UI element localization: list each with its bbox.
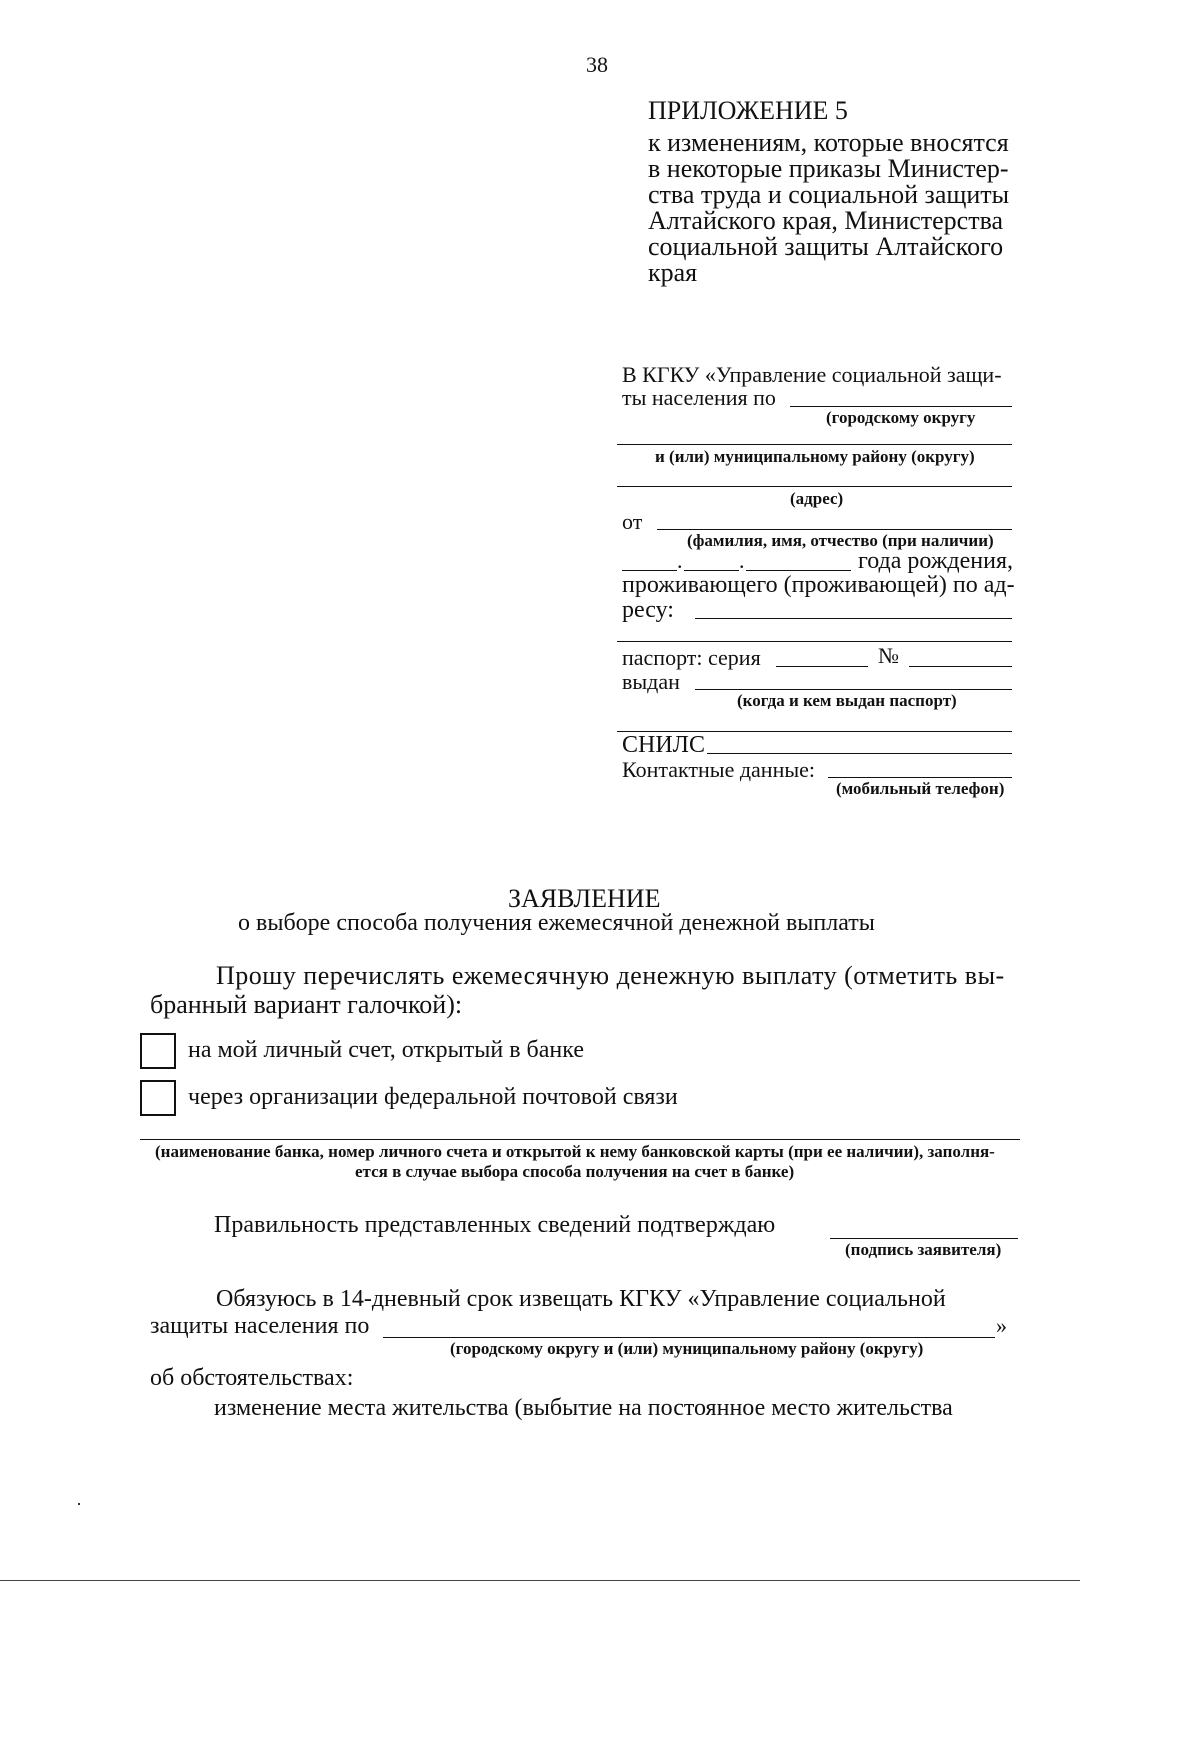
phone-field[interactable] <box>828 777 1012 778</box>
addressee-line: В КГКУ «Управление социальной защи- <box>622 362 1002 387</box>
hint-signature: (подпись заявителя) <box>845 1240 1002 1259</box>
residing-line: проживающего (проживающей) по ад- <box>622 572 1015 598</box>
snils-label: СНИЛС <box>622 732 705 758</box>
oblige-line: Обязуюсь в 14-дневный срок извещать КГКУ «Управление социальной <box>216 1286 946 1312</box>
passport-number-field[interactable] <box>909 666 1012 667</box>
fio-field[interactable] <box>657 529 1012 530</box>
checkbox-post[interactable] <box>140 1080 176 1116</box>
signature-field[interactable] <box>830 1238 1018 1239</box>
passport-series-field[interactable] <box>776 666 868 667</box>
address-field[interactable] <box>617 486 1012 487</box>
closing-quote: » <box>996 1313 1007 1338</box>
issued-field[interactable] <box>695 689 1012 690</box>
bank-hint: (наименование банка, номер личного счета и открытой к нему банковской карты (при ее наличии), заполня- <box>155 1142 995 1161</box>
hint-address: (адрес) <box>790 489 844 508</box>
appendix-line: к изменениям, которые вносятся <box>648 128 1009 157</box>
scan-dot <box>78 1503 80 1505</box>
checkbox-bank[interactable] <box>140 1033 176 1069</box>
scan-edge-line <box>0 1580 1080 1581</box>
hint-oblige: (городскому округу и (или) муниципальному району (округу) <box>450 1339 924 1358</box>
appendix-line: в некоторые приказы Министер- <box>648 154 1009 183</box>
residing-end: ресу: <box>622 597 674 623</box>
oblige-line: защиты населения по <box>150 1313 370 1339</box>
bank-hint: ется в случае выбора способа получения на счет в банке) <box>355 1162 795 1181</box>
from-label: от <box>622 509 643 534</box>
hint-fio: (фамилия, имя, отчество (при наличии) <box>687 531 994 550</box>
statement-subtitle: о выборе способа получения ежемесячной денежной выплаты <box>238 910 875 936</box>
appendix-line: социальной защиты Алтайского <box>648 232 1004 261</box>
statement-title: ЗАЯВЛЕНИЕ <box>508 884 661 913</box>
region-field[interactable] <box>617 444 1012 445</box>
hint-region: и (или) муниципальному району (округу) <box>655 447 975 466</box>
birth-label: года рождения, <box>858 548 1013 574</box>
option-post-label: через организации федеральной почтовой связи <box>188 1084 678 1110</box>
appendix-line: края <box>648 258 698 287</box>
change-line: изменение места жительства (выбытие на постоянное место жительства <box>214 1395 953 1421</box>
passport-label: паспорт: серия <box>622 645 761 670</box>
district-field[interactable] <box>790 406 1012 407</box>
number-sign: № <box>878 643 899 668</box>
birth-dot: . <box>739 548 745 573</box>
snils-field[interactable] <box>707 753 1012 754</box>
bank-details-field[interactable] <box>140 1139 1020 1140</box>
page-number: 38 <box>586 52 608 77</box>
hint-issued: (когда и кем выдан паспорт) <box>737 691 957 710</box>
birth-dot: . <box>677 548 683 573</box>
addressee-line: ты населения по <box>622 385 776 410</box>
birth-month-field[interactable] <box>684 570 739 571</box>
oblige-district-field[interactable] <box>383 1337 995 1338</box>
issued-label: выдан <box>622 669 680 694</box>
request-line: Прошу перечислять ежемесячную денежную выплату (отметить вы- <box>216 961 1005 990</box>
birth-year-field[interactable] <box>746 570 851 571</box>
circumstances-label: об обстоятельствах: <box>150 1365 354 1391</box>
hint-district: (городскому округу <box>826 408 976 427</box>
appendix-line: Алтайского края, Министерства <box>648 206 1004 235</box>
request-line: бранный вариант галочкой): <box>150 990 463 1019</box>
hint-phone: (мобильный телефон) <box>836 779 1005 798</box>
residence-field[interactable] <box>695 618 1012 619</box>
appendix-title: ПРИЛОЖЕНИЕ 5 <box>648 96 848 125</box>
contacts-label: Контактные данные: <box>622 757 815 782</box>
residence-field-2[interactable] <box>617 641 1012 642</box>
birth-day-field[interactable] <box>622 570 677 571</box>
option-bank-label: на мой личный счет, открытый в банке <box>188 1037 584 1063</box>
confirm-text: Правильность представленных сведений подтверждаю <box>214 1212 776 1238</box>
appendix-line: ства труда и социальной защиты <box>648 180 1010 209</box>
